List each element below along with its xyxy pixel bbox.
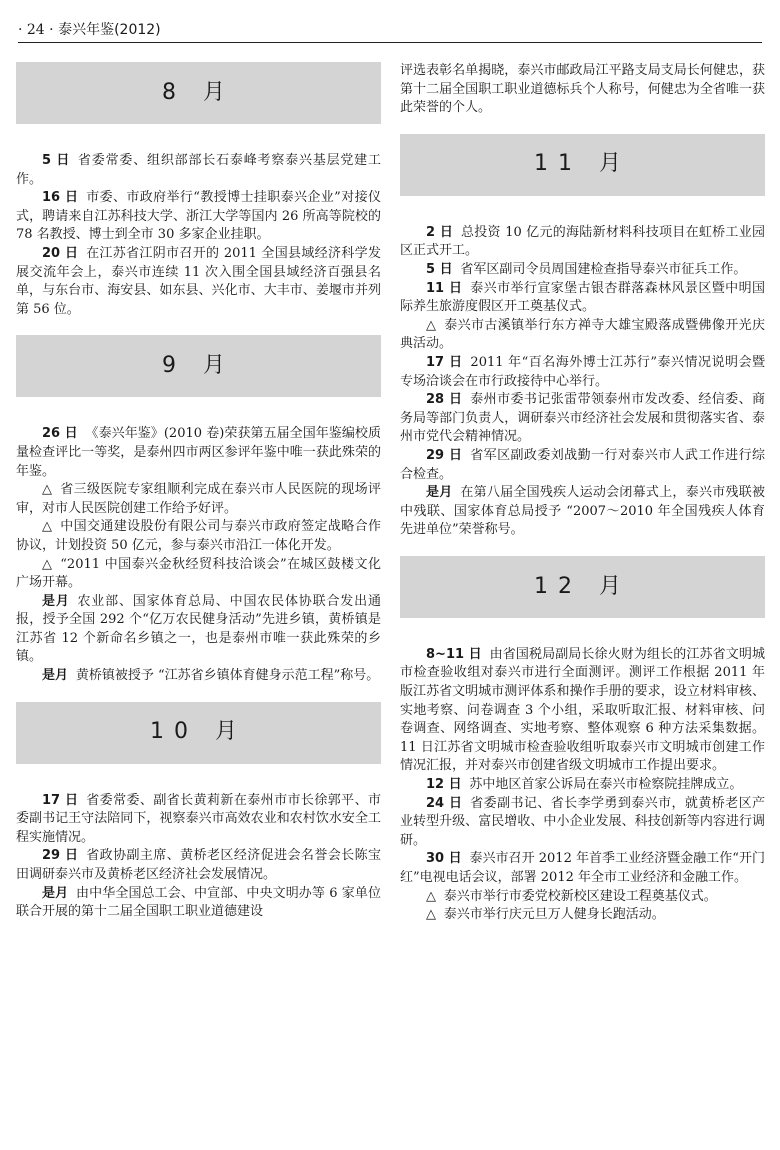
entry-date: 8~11 日 bbox=[426, 646, 482, 662]
entry bbox=[16, 189, 381, 245]
month-heading-oct: 10 月 bbox=[16, 702, 381, 764]
entry-text: 泰兴市举行市委党校新校区建设工程奠基仪式。 bbox=[443, 888, 717, 904]
entry-date: 是月 bbox=[42, 593, 70, 609]
entry-date: 是月 bbox=[426, 485, 453, 501]
entry bbox=[400, 776, 765, 795]
month-heading-sep: 9 月 bbox=[16, 335, 381, 397]
entry-date: △ bbox=[426, 907, 436, 923]
entry-text: 在第八届全国残疾人运动会闭幕式上，泰兴市残联被中残联、国家体育总局授予 “2007～2010 年全国残疾人体育先进单位”荣誉称号。 bbox=[400, 485, 765, 538]
entry bbox=[400, 906, 765, 925]
entry bbox=[400, 447, 765, 484]
entry-text: 在江苏省江阴市召开的 2011 全国县域经济科学发展交流年会上，泰兴市连续 11 次入围全国县域经济百强县名单，与东台市、海安县、如东县、兴化市、大丰市、姜堰市并列第 56 位。 bbox=[16, 245, 381, 317]
entry-text: 泰州市委书记张雷带领泰州市发改委、经信委、商务局等部门负责人，调研泰兴市经济社会发展和贯彻落实省、泰州市党代会精神情况。 bbox=[400, 392, 765, 445]
entry-date: 是月 bbox=[42, 885, 69, 901]
entry-text: 市委、市政府举行“教授博士挂职泰兴企业”对接仪式，聘请来自江苏科技大学、浙江大学等国内 26 所高等院校的 78 名教授、博士到全市 30 多家企业挂职。 bbox=[16, 190, 381, 243]
entry-date: 12 日 bbox=[426, 777, 462, 793]
entry bbox=[400, 795, 765, 851]
entry bbox=[16, 245, 381, 319]
book-title: 泰兴年鉴(2012) bbox=[58, 22, 161, 38]
entry bbox=[16, 152, 381, 189]
entry-date: △ bbox=[42, 556, 53, 572]
entry-date: △ bbox=[426, 317, 437, 333]
page-number: · 24 · bbox=[18, 22, 54, 38]
entry bbox=[400, 354, 765, 391]
entry bbox=[16, 847, 381, 884]
month-heading-nov: 11 月 bbox=[400, 134, 765, 196]
entry-date: △ bbox=[42, 482, 53, 498]
entry-text: 2011 年“百名海外博士江苏行”泰兴情况说明会暨专场洽谈会在市行政接待中心举行。 bbox=[400, 354, 765, 389]
continued-text: 评选表彰名单揭晓，泰兴市邮政局江平路支局支局长何健忠，获第十二届全国职工职业道德标兵个人称号，何健忠为全省唯一获此荣誉的个人。 bbox=[400, 63, 765, 116]
entry bbox=[400, 646, 765, 776]
entry bbox=[400, 261, 765, 280]
entry bbox=[400, 280, 765, 317]
entry-text: 由中华全国总工会、中宣部、中央文明办等 6 家单位联合开展的第十二届全国职工职业道德建设 bbox=[16, 885, 381, 920]
entry bbox=[16, 593, 381, 667]
entry-date: 是月 bbox=[42, 668, 69, 684]
entry-date: 17 日 bbox=[426, 354, 463, 370]
entry-text: 省军区副司令员周国建检查指导泰兴市征兵工作。 bbox=[460, 261, 747, 277]
entry-text: 总投资 10 亿元的海陆新材料科技项目在虹桥工业园区正式开工。 bbox=[400, 224, 765, 259]
entry bbox=[16, 556, 381, 593]
entry-text: “2011 中国泰兴金秋经贸科技洽谈会”在城区鼓楼文化广场开幕。 bbox=[16, 556, 381, 591]
entry-text: 由省国税局副局长徐火财为组长的江苏省文明城市检查验收组对泰兴市进行全面测评。测评工作根据 2011 年版江苏省文明城市测评体系和操作手册的要求，设立材料审核、实地考察、问卷调查 3 个小组，采取听取汇报、材料审核、问卷调查、网络调查、实地考察、整体观察 6 种方法采集数据。11 日江苏省文明城市检查验收组听取泰兴市文明城市创建工作情况汇报，并对泰兴市创建省级文明城市工作提出要求。 bbox=[400, 646, 765, 774]
entry-text: 省委副书记、省长李学勇到泰兴市，就黄桥老区产业转型升级、富民增收、中小企业发展、科技创新等内容进行调研。 bbox=[400, 795, 765, 848]
entry-text: 泰兴市举行庆元旦万人健身长跑活动。 bbox=[443, 907, 665, 923]
entry-date: △ bbox=[426, 888, 436, 904]
entry bbox=[400, 888, 765, 907]
entry-date: 29 日 bbox=[42, 848, 79, 864]
entry bbox=[400, 850, 765, 887]
entry-text: 中国交通建设股份有限公司与泰兴市政府签定战略合作协议，计划投资 50 亿元，参与泰兴市沿江一体化开发。 bbox=[16, 519, 381, 553]
entry-date: 11 日 bbox=[426, 280, 463, 296]
entry bbox=[16, 518, 381, 555]
entry bbox=[400, 224, 765, 261]
entry-date: 30 日 bbox=[426, 851, 462, 867]
left-column bbox=[16, 62, 381, 922]
entry-text: 《泰兴年鉴》(2010 卷)荣获第五届全国年鉴编校质量检查评比一等奖，是泰州四市两区参评年鉴中唯一获此殊荣的年鉴。 bbox=[16, 426, 381, 479]
entry bbox=[16, 481, 381, 518]
entry bbox=[400, 317, 765, 354]
entry-text: 省委常委、组织部部长石泰峰考察泰兴基层党建工作。 bbox=[16, 153, 381, 187]
page-header bbox=[18, 18, 762, 43]
entry bbox=[16, 885, 381, 922]
entry-text: 泰兴市召开 2012 年首季工业经济暨金融工作“开门红”电视电话会议，部署 2012 年全市工业经济和金融工作。 bbox=[400, 851, 765, 885]
entry-date: 16 日 bbox=[42, 190, 79, 206]
entry-date: 26 日 bbox=[42, 426, 78, 442]
entry-text: 农业部、国家体育总局、中国农民体协联合发出通报，授予全国 292 个“亿万农民健身活动”先进乡镇，黄桥镇是江苏省 12 个新命名乡镇之一，也是泰州市唯一获此殊荣的乡镇。 bbox=[16, 593, 381, 665]
entry bbox=[400, 391, 765, 447]
entry-text: 省委常委、副省长黄莉新在泰州市市长徐郭平、市委副书记王守法陪同下，视察泰兴市高效农业和农村饮水安全工程实施情况。 bbox=[16, 792, 381, 845]
entry-date: 20 日 bbox=[42, 245, 79, 261]
entry bbox=[400, 484, 765, 540]
entry-text: 省三级医院专家组顺利完成在泰兴市人民医院的现场评审，对市人民医院创建工作给予好评。 bbox=[16, 482, 381, 516]
entry-date: 28 日 bbox=[426, 392, 463, 408]
entry-date: △ bbox=[42, 519, 53, 535]
entry-text: 泰兴市古溪镇举行东方禅寺大雄宝殿落成暨佛像开光庆典活动。 bbox=[400, 317, 765, 352]
entry-text: 黄桥镇被授予 “江苏省乡镇体育健身示范工程”称号。 bbox=[75, 668, 380, 684]
right-column bbox=[400, 62, 765, 925]
entry-date: 2 日 bbox=[426, 224, 454, 240]
entry-date: 29 日 bbox=[426, 447, 463, 463]
entry-date: 5 日 bbox=[42, 153, 71, 168]
entry bbox=[16, 425, 381, 481]
entry-text: 省军区副政委刘战勤一行对泰兴市人武工作进行综合检查。 bbox=[400, 447, 765, 482]
entry bbox=[16, 792, 381, 848]
month-heading-aug: 8 月 bbox=[16, 62, 381, 124]
entry-text: 苏中地区首家公诉局在泰兴市检察院挂牌成立。 bbox=[469, 777, 743, 793]
entry bbox=[16, 667, 381, 686]
entry-text: 省政协副主席、黄桥老区经济促进会名誉会长陈宝田调研泰兴市及黄桥老区经济社会发展情况。 bbox=[16, 848, 381, 883]
entry-date: 17 日 bbox=[42, 792, 79, 808]
entry-date: 24 日 bbox=[426, 795, 463, 811]
month-heading-dec: 12 月 bbox=[400, 556, 765, 618]
entry-text: 泰兴市举行宣家堡古银杏群落森林风景区暨中明国际养生旅游度假区开工奠基仪式。 bbox=[400, 280, 765, 315]
entry-date: 5 日 bbox=[426, 261, 453, 277]
